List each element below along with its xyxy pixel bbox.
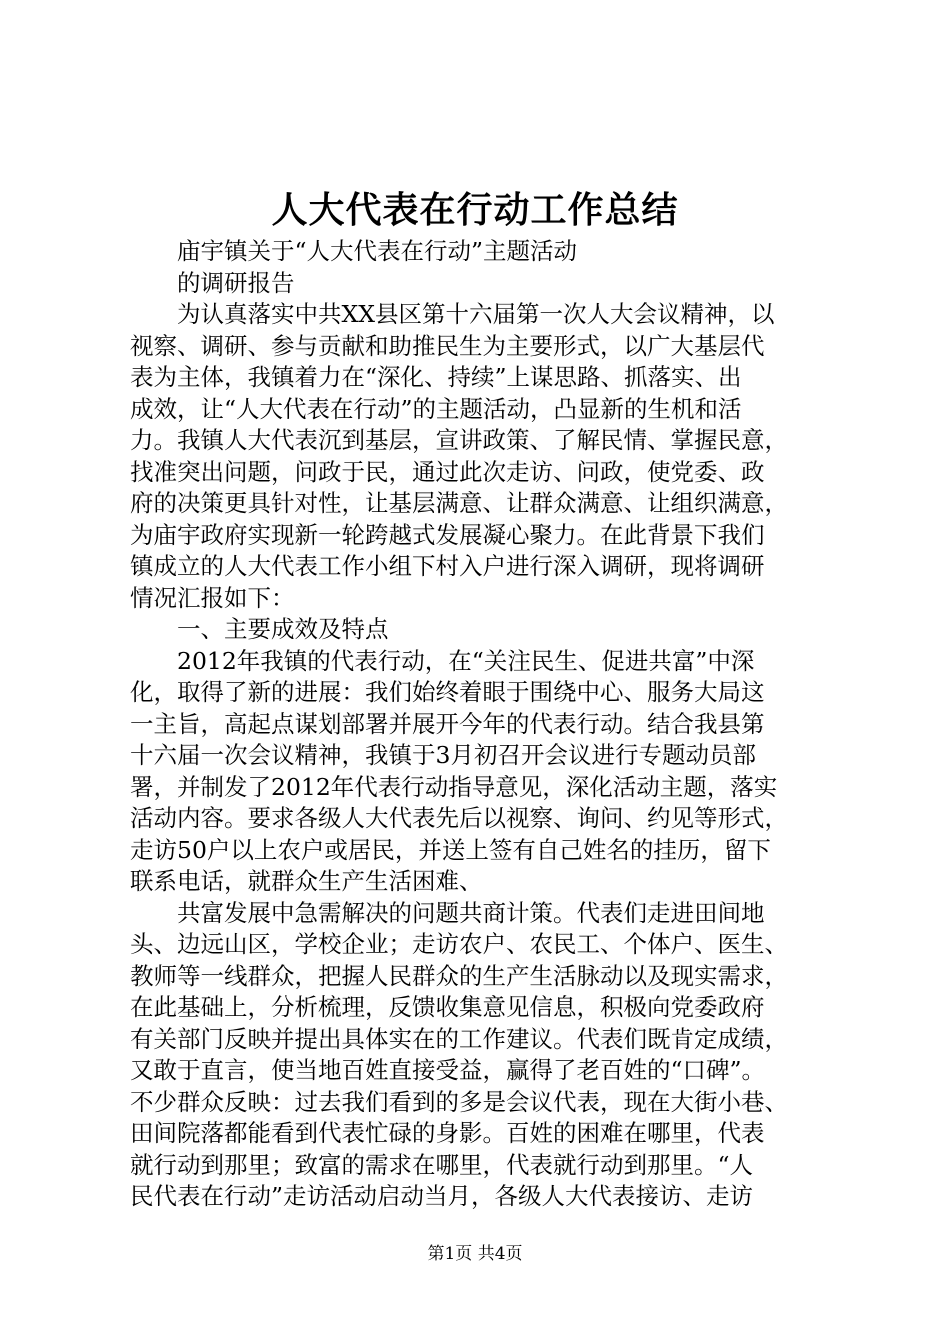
text-line: 联系电话，就群众生产生活困难、: [130, 867, 483, 895]
text-line: 田间院落都能看到代表忙碌的身影。百姓的困难在哪里，代表: [130, 1119, 765, 1147]
document-body: [130, 236, 830, 1213]
text-line: 在此基础上，分析梳理，反馈收集意见信息，积极向党委政府: [130, 993, 765, 1021]
text-line: 头、边远山区，学校企业；走访农户、农民工、个体户、医生、: [130, 930, 788, 958]
text-line: 又敢于直言，使当地百姓直接受益，赢得了老百姓的“口碑”。: [130, 1056, 766, 1084]
text-line: 十六届一次会议精神，我镇于3月初召开会议进行专题动员部: [130, 741, 756, 769]
text-line: 有关部门反映并提出具体实在的工作建议。代表们既肯定成绩，: [130, 1024, 788, 1053]
text-line: 找准突出问题，问政于民，通过此次走访、问政，使党委、政: [130, 457, 765, 486]
text-line: 化，取得了新的进展：我们始终着眼于围绕中心、服务大局这: [130, 678, 765, 706]
text-line: 府的决策更具针对性，让基层满意、让群众满意、让组织满意，: [130, 489, 788, 517]
text-line: 一主旨，高起点谋划部署并展开今年的代表行动。结合我县第: [130, 709, 765, 738]
text-line: 的调研报告: [177, 268, 295, 297]
text-line: 教师等一线群众，把握人民群众的生产生活脉动以及现实需求，: [130, 961, 788, 990]
text-line: 不少群众反映：过去我们看到的多是会议代表，现在大街小巷、: [130, 1087, 788, 1116]
page-number-footer: 第1页 共4页: [427, 1244, 523, 1264]
text-line: 力。我镇人大代表沉到基层，宣讲政策、了解民情、掌握民意，: [130, 426, 788, 454]
text-line: 走访50户以上农户或居民，并送上签有自己姓名的挂历，留下: [130, 835, 771, 864]
text-line: 镇成立的人大代表工作小组下村入户进行深入调研，现将调研: [130, 552, 765, 580]
text-line: 就行动到那里；致富的需求在哪里，代表就行动到那里。“人: [130, 1150, 754, 1179]
text-line: 表为主体，我镇着力在“深化、持续”上谋思路、抓落实、出: [130, 363, 742, 391]
document-title: 人大代表在行动工作总结: [271, 189, 679, 231]
text-line: 2012年我镇的代表行动，在“关注民生、促进共富”中深: [177, 646, 755, 675]
text-line: 视察、调研、参与贡献和助推民生为主要形式，以广大基层代: [130, 331, 765, 360]
text-line: 共富发展中急需解决的问题共商计策。代表们走进田间地: [177, 898, 765, 927]
text-line: 情况汇报如下：: [130, 583, 295, 612]
text-line: 庙宇镇关于“人大代表在行动”主题活动: [177, 237, 578, 265]
text-line: 民代表在行动”走访活动启动当月，各级人大代表接访、走访: [130, 1182, 754, 1210]
text-line: 为认真落实中共XX县区第十六届第一次人大会议精神，以: [177, 300, 775, 328]
text-line: 成效，让“人大代表在行动”的主题活动，凸显新的生机和活: [130, 394, 742, 423]
text-line: 署，并制发了2012年代表行动指导意见，深化活动主题，落实: [130, 772, 778, 801]
text-line: 一、主要成效及特点: [177, 615, 389, 643]
text-line: 为庙宇政府实现新一轮跨越式发展凝心聚力。在此背景下我们: [130, 520, 765, 549]
text-line: 活动内容。要求各级人大代表先后以视察、询问、约见等形式，: [130, 804, 788, 832]
